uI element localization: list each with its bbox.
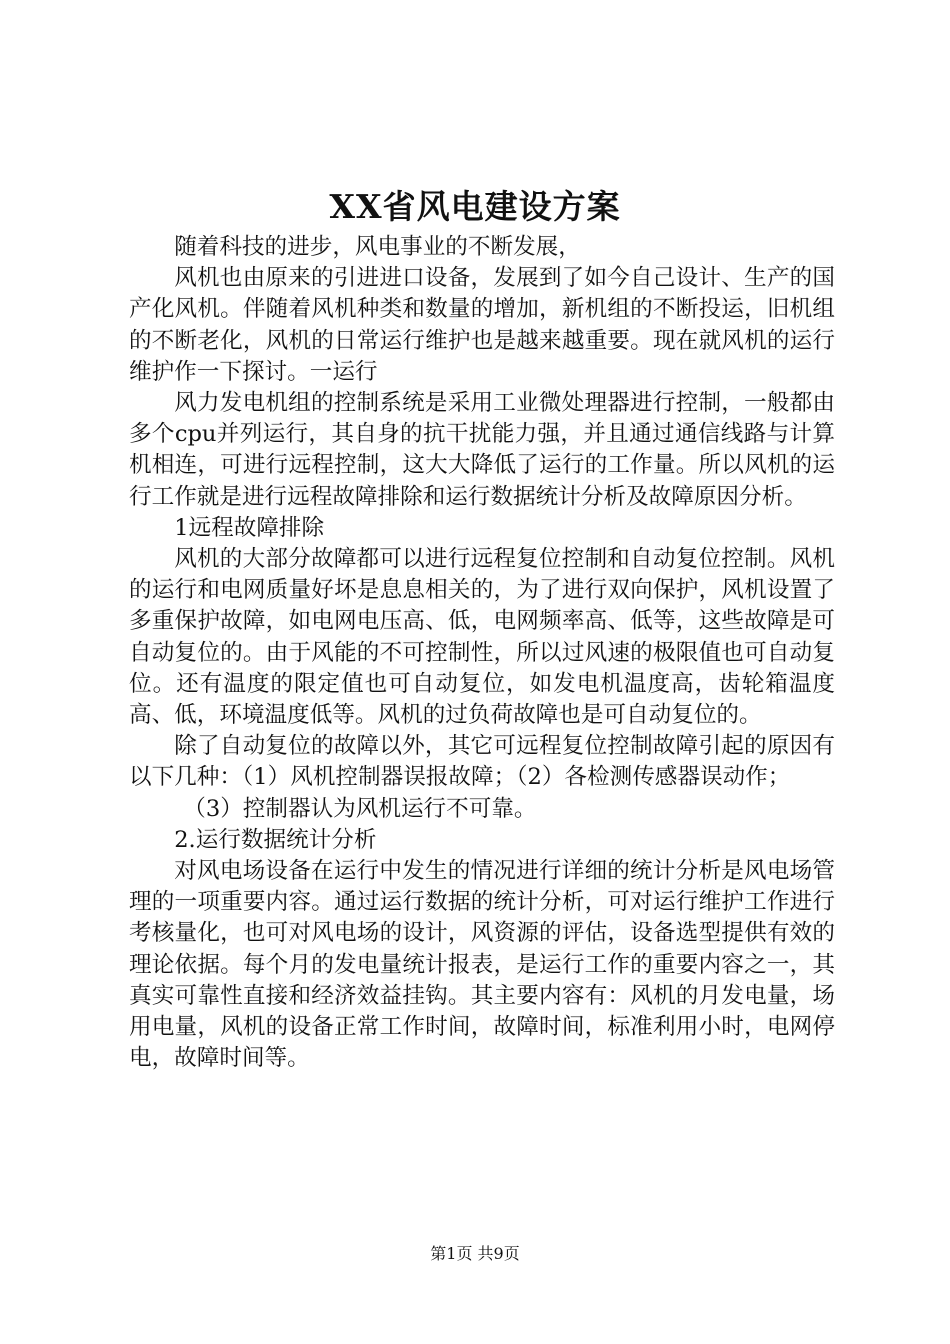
document-title: XX省风电建设方案 [329,187,621,226]
section-heading-statistics: 2.运行数据统计分析 [174,826,377,853]
paragraph-control-system: 风力发电机组的控制系统是采用工业微处理器进行控制，一般都由多个cpu并列运行，其自身的抗干扰能力强，并且通过通信线路与计算机相连，可进行远程控制，这大大降低了运行的工作量。所以风机的运行工作就是进行远程故障排除和运行数据统计分析及故障原因分析。 [129,390,835,510]
paragraph-intro: 随着科技的进步，风电事业的不断发展， [174,234,581,260]
section-heading-remote-fault: 1远程故障排除 [174,514,325,541]
paragraph-cause-3: （3）控制器认为风机运行不可靠。 [183,795,537,822]
paragraph-statistics: 对风电场设备在运行中发生的情况进行详细的统计分析是风电场管理的一项重要内容。通过运行数据的统计分析，可对运行维护工作进行考核量化，也可对风电场的设计，风资源的评估，设备选型提供有效的理论依据。每个月的发电量统计报表，是运行工作的重要内容之一，其真实可靠性直接和经济效益挂钩。其主要内容有：风机的月发电量，场用电量，风机的设备正常工作时间，故障时间，标准利用小时，电网停电，故障时间等。 [129,858,835,1072]
paragraph-remote-reset-causes: 除了自动复位的故障以外，其它可远程复位控制故障引起的原因有以下几种：（1）风机控制器误报故障；（2）各检测传感器误动作； [129,733,835,791]
paragraph-auto-reset: 风机的大部分故障都可以进行远程复位控制和自动复位控制。风机的运行和电网质量好坏是息息相关的，为了进行双向保护，风机设置了多重保护故障，如电网电压高、低，电网频率高、低等，这些故障是可自动复位的。由于风能的不可控制性，所以过风速的极限值也可自动复位。还有温度的限定值也可自动复位，如发电机温度高，齿轮箱温度高、低，环境温度低等。风机的过负荷故障也是可自动复位的。 [129,546,835,729]
document-body [129,232,835,1074]
page-footer: 第1页 共9页 [430,1244,520,1263]
paragraph-development: 风机也由原来的引进进口设备，发展到了如今自己设计、生产的国产化风机。伴随着风机种类和数量的增加，新机组的不断投运，旧机组的不断老化，风机的日常运行维护也是越来越重要。现在就风机的运行维护作一下探讨。一运行 [129,265,835,385]
